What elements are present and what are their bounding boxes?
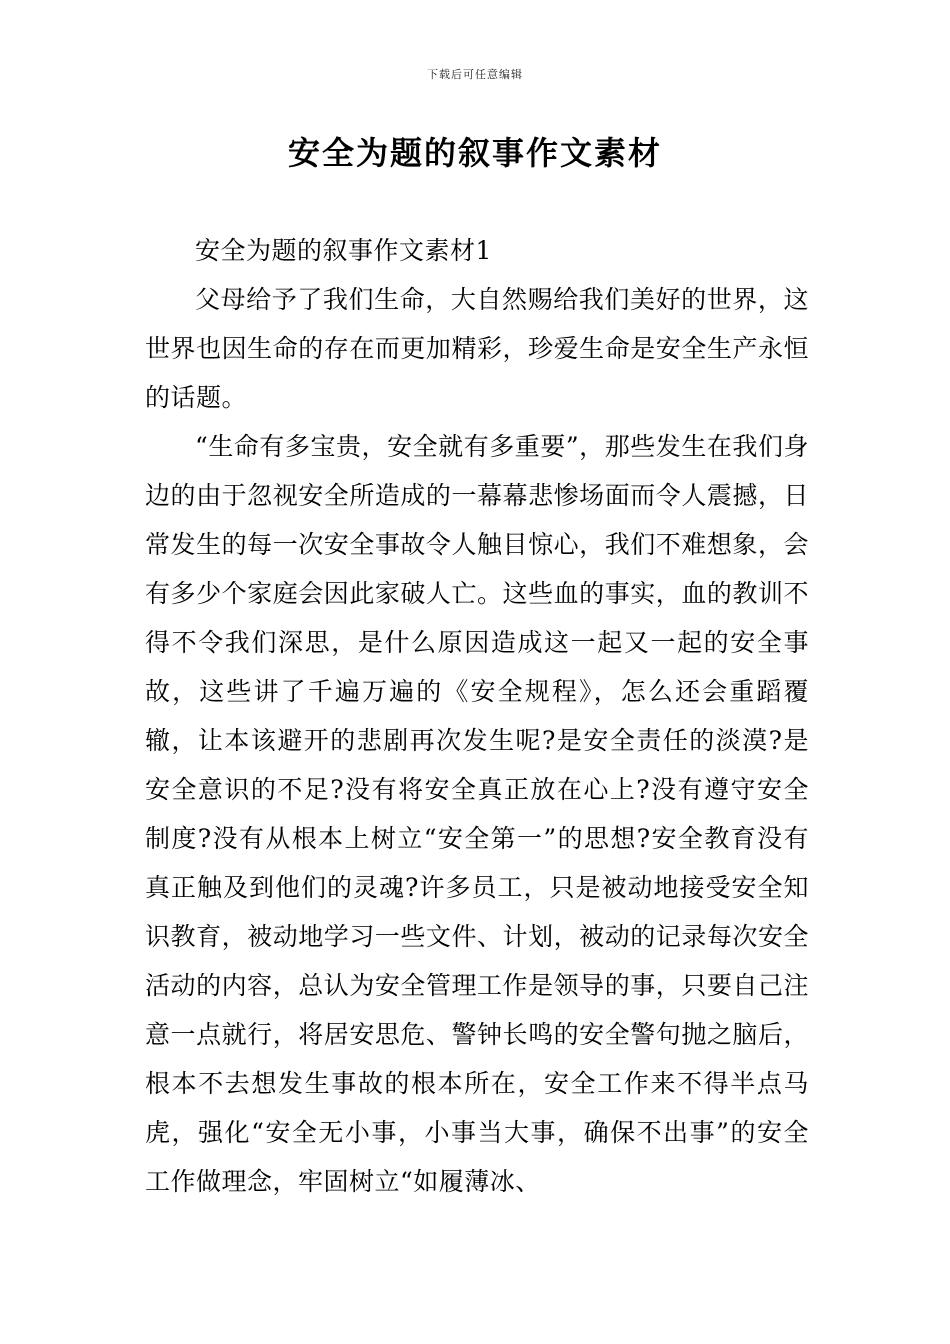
header-note: 下载后可任意编辑 bbox=[427, 68, 523, 81]
paragraph-1: 父母给予了我们生命，大自然赐给我们美好的世界，这世界也因生命的存在而更加精彩，珍爱生命是安全生产永恒的话题。 bbox=[145, 285, 809, 412]
section-heading: 安全为题的叙事作文素材1 bbox=[195, 236, 492, 265]
paragraph-2: “生命有多宝贵，安全就有多重要”，那些发生在我们身边的由于忽视安全所造成的一幕幕悲惨场面而令人震撼，日常发生的每一次安全事故令人触目惊心，我们不难想象，会有多少个家庭会因此家破人亡。这些血的事实，血的教训不得不令我们深思，是什么原因造成这一起又一起的安全事故，这些讲了千遍万遍的《安全规程》，怎么还会重蹈覆辙，让本该避开的悲剧再次发生呢?是安全责任的淡漠?是安全意识的不足?没有将安全真正放在心上?没有遵守安全制度?没有从根本上树立“安全第一”的思想?安全教育没有真正触及到他们的灵魂?许多员工，只是被动地接受安全知识教育，被动地学习一些文件、计划，被动的记录每次安全活动的内容，总认为安全管理工作是领导的事，只要自己注意一点就行，将居安思危、警钟长鸣的安全警句抛之脑后，根本不去想发生事故的根本所在，安全工作来不得半点马虎，强化“安全无小事，小事当大事，确保不出事”的安全工作做理念，牢固树立“如履薄冰、 bbox=[145, 432, 809, 1196]
document-body bbox=[145, 226, 809, 1206]
document-title: 安全为题的叙事作文素材 bbox=[287, 134, 662, 172]
